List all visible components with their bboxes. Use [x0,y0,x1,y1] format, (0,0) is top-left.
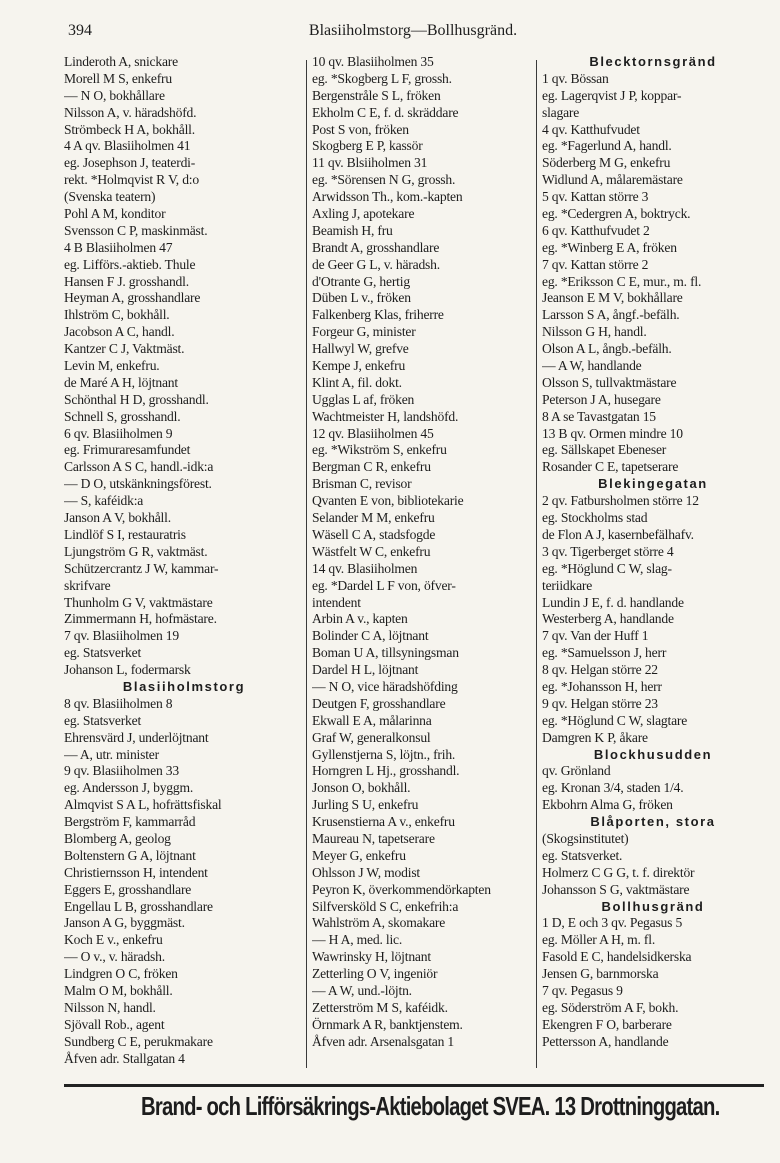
running-head: Blasiiholmstorg—Bollhusgränd. [308,22,518,39]
directory-entry: Örnmark A R, banktjenstem. [312,1016,463,1032]
directory-entry: Lindlöf S I, restauratris [64,526,186,542]
directory-entry: — N O, bokhållare [64,87,165,103]
directory-entry: Ekwall E A, målarinna [312,712,432,728]
directory-entry: 6 qv. Blasiiholmen 9 [64,425,173,441]
directory-entry: eg. *Cedergren A, boktryck. [542,206,691,222]
directory-entry: rekt. *Holmqvist R V, d:o [64,172,199,188]
directory-entry: de Flon A J, kasernbefälhafv. [542,526,694,542]
directory-entry: Ljungström G R, vaktmäst. [64,543,208,559]
directory-entry: Nilsson A, v. häradshöfd. [64,104,197,120]
directory-entry: Svensson C P, maskinmäst. [64,222,208,238]
directory-entry: Janson A V, bokhåll. [64,510,171,526]
directory-entry: Christiernsson H, intendent [64,864,208,880]
directory-entry: Engellau L B, grosshandlare [64,898,213,914]
column-1 [64,54,304,1070]
directory-entry: Ekengren F O, barberare [542,1016,672,1032]
directory-entry: — H A, med. lic. [312,932,403,948]
directory-entry: eg. Statsverket [64,712,142,728]
directory-entry: Maureau N, tapetserare [312,830,435,846]
directory-entry: Ehrensvärd J, underlöjtnant [64,729,209,745]
directory-entry: eg. *Skogberg L F, grossh. [312,70,452,86]
directory-entry: 4 qv. Katthufvudet [542,121,640,137]
directory-entry: eg. *Höglund C W, slagtare [542,712,688,728]
directory-entry: — S, kaféidk:a [64,493,144,509]
directory-entry: Arwidsson Th., kom.-kapten [312,189,463,205]
directory-entry: (Svenska teatern) [64,189,156,205]
directory-entry: slagare [542,104,580,120]
directory-entry: Hallwyl W, grefve [312,341,409,357]
directory-entry: Hansen F J. grosshandl. [64,273,189,289]
street-heading: Blasiiholmstorg [122,678,246,694]
directory-entry: eg. *Sörensen N G, grossh. [312,172,456,188]
directory-entry: Zimmermann H, hofmästare. [64,611,217,627]
directory-entry: eg. Kronan 3/4, staden 1/4. [542,780,684,796]
directory-entry: Linderoth A, snickare [64,54,178,69]
page-header [68,22,758,48]
directory-entry: 14 qv. Blasiiholmen [312,560,418,576]
directory-entry: — A W, handlande [542,358,642,374]
directory-entry: Widlund A, målaremästare [542,172,683,188]
directory-entry: Morell M S, enkefru [64,70,172,86]
directory-entry: 9 qv. Helgan större 23 [542,695,658,711]
directory-entry: Jonson O, bokhåll. [312,780,411,796]
directory-entry: Krusenstierna A v., enkefru [312,814,455,830]
directory-entry: eg. Möller A H, m. fl. [542,932,656,948]
directory-entry: Pettersson A, handlande [542,1033,669,1049]
directory-entry: Jurling S U, enkefru [312,797,419,813]
directory-entry: eg. *Fagerlund A, handl. [542,138,672,154]
directory-entry: Meyer G, enkefru [312,847,406,863]
directory-entry: Arbin A v., kapten [312,611,408,627]
directory-entry: Brandt A, grosshandlare [312,239,440,255]
directory-entry: Damgren K P, åkare [542,729,648,745]
directory-entry: Westerberg A, handlande [542,611,674,627]
directory-entry: Holmerz C G G, t. f. direktör [542,864,695,880]
directory-entry: Post S von, fröken [312,121,409,137]
directory-entry: eg. Statsverket [64,645,142,661]
directory-entry: (Skogsinstitutet) [542,830,629,846]
directory-entry: eg. *Dardel L F von, öfver- [312,577,456,593]
directory-entry: 8 qv. Blasiiholmen 8 [64,695,173,711]
directory-entry: — A W, und.-löjtn. [312,982,412,998]
directory-entry: 3 qv. Tigerberget större 4 [542,543,674,559]
directory-entry: Boltenstern G A, löjtnant [64,847,196,863]
directory-entry: Forgeur G, minister [312,324,416,340]
directory-entry: eg. *Samuelsson J, herr [542,645,667,661]
directory-entry: 6 qv. Katthufvudet 2 [542,222,650,238]
street-heading: Blecktornsgränd [589,54,717,69]
directory-entry: 12 qv. Blasiiholmen 45 [312,425,434,441]
directory-entry: Johansson S G, vaktmästare [542,881,690,897]
directory-entry: de Maré A H, löjtnant [64,374,178,390]
directory-entry: d'Otrante G, hertig [312,273,410,289]
directory-entry: Lindgren O C, fröken [64,966,178,982]
directory-entry: Kantzer C J, Vaktmäst. [64,341,185,357]
directory-entry: eg. Statsverket. [542,847,623,863]
directory-entry: eg. Sällskapet Ebeneser [542,442,667,458]
column-2 [312,54,534,1070]
directory-entry: — O v., v. häradsh. [64,949,165,965]
directory-entry: Olsson S, tullvaktmästare [542,374,677,390]
directory-entry: qv. Grönland [542,763,611,779]
directory-entry: Kempe J, enkefru [312,358,406,374]
directory-entry: Zetterling O V, ingeniör [312,966,438,982]
advertisement-text: Brand- och Lifförsäkrings-Aktiebolaget SVEA. 13 Drottninggatan. [141,1091,720,1121]
directory-entry: Thunholm G V, vaktmästare [64,594,213,610]
directory-entry: Bergenstråle S L, fröken [312,87,441,103]
directory-entry: Strömbeck H A, bokhåll. [64,121,195,137]
directory-entry: Schnell S, grosshandl. [64,408,181,424]
page-number: 394 [68,22,92,39]
directory-entry: Larsson S A, ångf.-befälh. [542,307,680,323]
directory-entry: Ihlström C, bokhåll. [64,307,170,323]
directory-entry: Ohlsson J W, modist [312,864,420,880]
directory-entry: Carlsson A S C, handl.-idk:a [64,459,214,475]
directory-entry: eg. Frimuraresamfundet [64,442,191,458]
directory-entry: 7 qv. Blasiiholmen 19 [64,628,179,644]
directory-entry: Lundin J E, f. d. handlande [542,594,684,610]
directory-entry: Bolinder C A, löjtnant [312,628,429,644]
directory-entry: Wäsell C A, stadsfogde [312,526,436,542]
directory-entry: 2 qv. Fatbursholmen större 12 [542,493,699,509]
directory-entry: Axling J, apotekare [312,206,415,222]
directory-entry: eg. *Wikström S, enkefru [312,442,447,458]
directory-entry: Eggers E, grosshandlare [64,881,192,897]
directory-entry: Zetterström M S, kaféidk. [312,999,448,1015]
directory-entry: Peyron K, överkommendörkapten [312,881,491,897]
directory-entry: Olson A L, ångb.-befälh. [542,341,672,357]
directory-entry: Jeanson E M V, bokhållare [542,290,683,306]
directory-entry: 10 qv. Blasiiholmen 35 [312,54,434,69]
directory-entry: eg. Lagerqvist J P, koppar- [542,87,682,103]
directory-entry: 13 B qv. Ormen mindre 10 [542,425,683,441]
directory-entry: Jensen G, barnmorska [542,966,659,982]
directory-entry: eg. Stockholms stad [542,510,648,526]
directory-entry: skrifvare [64,577,111,593]
directory-entry: Silfversköld S C, enkefrih:a [312,898,459,914]
advertisement-banner [64,1084,764,1133]
directory-entry: Horngren L Hj., grosshandl. [312,763,460,779]
directory-entry: Qvanten E von, bibliotekarie [312,493,464,509]
directory-entry: Düben L v., fröken [312,290,411,306]
directory-entry: 1 qv. Bössan [542,70,609,86]
directory-entry: Wahlström A, skomakare [312,915,446,931]
column-3 [542,54,764,1070]
directory-entry: Gyllenstjerna S, löjtn., frih. [312,746,456,762]
directory-entry: Brisman C, revisor [312,476,412,492]
directory-entry: Pohl A M, konditor [64,206,166,222]
directory-entry: eg. *Johansson H, herr [542,678,662,694]
directory-columns [64,54,764,1070]
directory-entry: Åfven adr. Stallgatan 4 [64,1050,185,1066]
directory-entry: 8 A se Tavastgatan 15 [542,408,656,424]
directory-entry: Åfven adr. Arsenalsgatan 1 [312,1033,455,1049]
directory-entry: Selander M M, enkefru [312,510,435,526]
directory-entry: Falkenberg Klas, friherre [312,307,444,323]
directory-entry: Sundberg C E, perukmakare [64,1033,213,1049]
directory-entry: — N O, vice häradshöfding [312,678,458,694]
directory-entry: eg. *Höglund C W, slag- [542,560,672,576]
street-heading: Blockhusudden [593,746,713,762]
directory-entry: Sjövall Rob., agent [64,1016,165,1032]
directory-entry: Peterson J A, husegare [542,391,661,407]
directory-entry: 9 qv. Blasiiholmen 33 [64,763,179,779]
directory-entry: Johanson L, fodermarsk [64,662,191,678]
directory-entry: Ugglas L af, fröken [312,391,415,407]
directory-entry: Nilsson G H, handl. [542,324,647,340]
directory-entry: Almqvist S A L, hofrättsfiskal [64,797,222,813]
directory-entry: 4 B Blasiiholmen 47 [64,239,173,255]
directory-entry: 7 qv. Pegasus 9 [542,982,623,998]
directory-entry: Söderberg M G, enkefru [542,155,671,171]
directory-entry: eg. *Eriksson C E, mur., m. fl. [542,273,702,289]
directory-entry: eg. Söderström A F, bokh. [542,999,679,1015]
column-divider [306,60,307,1068]
directory-entry: Deutgen F, grosshandlare [312,695,446,711]
directory-entry: Boman U A, tillsyningsman [312,645,459,661]
street-heading: Blekingegatan [598,476,708,492]
directory-entry: Heyman A, grosshandlare [64,290,201,306]
street-heading: Bollhusgränd [601,898,705,914]
directory-entry: — A, utr. minister [64,746,159,762]
directory-entry: Jacobson A C, handl. [64,324,175,340]
directory-entry: Ekbohrn Alma G, fröken [542,797,673,813]
directory-entry: 4 A qv. Blasiiholmen 41 [64,138,191,154]
directory-entry: 11 qv. Blsiiholmen 31 [312,155,428,171]
directory-entry: Klint A, fil. dokt. [312,374,402,390]
directory-entry: eg. Lifförs.-aktieb. Thule [64,256,196,272]
directory-entry: Janson A G, byggmäst. [64,915,185,931]
directory-entry: Bergström F, kammarråd [64,814,196,830]
directory-entry: Schönthal H D, grosshandl. [64,391,209,407]
directory-entry: de Geer G L, v. häradsh. [312,256,440,272]
directory-entry: Ekholm C E, f. d. skräddare [312,104,459,120]
directory-entry: Bergman C R, enkefru [312,459,431,475]
directory-entry: Malm O M, bokhåll. [64,982,173,998]
column-divider [536,60,537,1068]
directory-entry: Nilsson N, handl. [64,999,156,1015]
directory-entry: 7 qv. Kattan större 2 [542,256,649,272]
street-heading: Blåporten, stora [590,814,716,830]
directory-entry: 1 D, E och 3 qv. Pegasus 5 [542,915,683,931]
directory-entry: 7 qv. Van der Huff 1 [542,628,649,644]
directory-entry: Dardel H L, löjtnant [312,662,419,678]
directory-entry: eg. Andersson J, byggm. [64,780,194,796]
directory-entry: Wachtmeister H, landshöfd. [312,408,459,424]
directory-entry: Blomberg A, geolog [64,830,171,846]
directory-entry: Fasold E C, handelsidkerska [542,949,692,965]
directory-entry: Wästfelt W C, enkefru [312,543,431,559]
directory-entry: eg. *Winberg E A, fröken [542,239,677,255]
directory-entry: Levin M, enkefru. [64,358,160,374]
directory-entry: intendent [312,594,361,610]
directory-entry: — D O, utskänkningsförest. [64,476,212,492]
directory-entry: Koch E v., enkefru [64,932,163,948]
directory-entry: Beamish H, fru [312,222,393,238]
directory-entry: Skogberg E P, kassör [312,138,423,154]
directory-entry: 8 qv. Helgan större 22 [542,662,658,678]
directory-entry: eg. Josephson J, teaterdi- [64,155,196,171]
directory-entry: 5 qv. Kattan större 3 [542,189,649,205]
directory-entry: Graf W, generalkonsul [312,729,431,745]
directory-entry: Wawrinsky H, löjtnant [312,949,431,965]
directory-entry: Schützercrantz J W, kammar- [64,560,219,576]
directory-entry: teriidkare [542,577,593,593]
directory-entry: Rosander C E, tapetserare [542,459,679,475]
